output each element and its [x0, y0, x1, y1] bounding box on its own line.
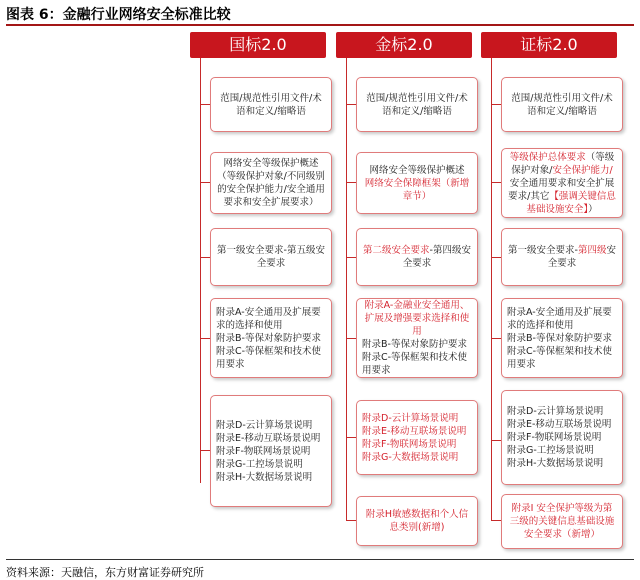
level-four-text: -第四级安全要求 — [402, 245, 471, 269]
header-zhengbiao: 证标2.0 — [481, 32, 617, 58]
guobiao-box-appendix-abc — [210, 298, 332, 378]
appendix-d: 附录D-云计算场景说明 — [507, 406, 604, 417]
zhengbiao-box-appendix-abc — [501, 298, 623, 378]
appendix-a: 附录A-金融业安全通用、扩展及增强要求选择和使用 — [364, 300, 470, 337]
connector — [491, 182, 501, 183]
connector — [491, 257, 501, 258]
capability-text: 安全保护能力/ — [552, 164, 613, 176]
connector — [346, 437, 356, 438]
jinbiao-box-scope — [356, 77, 478, 132]
connector — [200, 257, 210, 258]
connector — [200, 104, 210, 105]
overall-req-text: 等级保护总体要求 — [509, 151, 586, 163]
appendix-b: 附录B-等保对象防护要求 — [507, 332, 612, 344]
connector — [491, 520, 501, 521]
box-text: 第一级安全要求-第五级安全要求 — [217, 245, 325, 269]
jinbiao-box-levels — [356, 228, 478, 286]
zhengbiao-box-scenarios — [501, 390, 623, 485]
connector — [346, 257, 356, 258]
framework-new-text: 网络安全保障框架（新增章节） — [364, 177, 470, 202]
appendix-f: 附录F-物联网场景说明 — [216, 445, 311, 457]
cii-emphasis-text: 【强调关键信息基础设施安全】 — [526, 190, 616, 215]
appendix-g: 附录G-工控场景说明 — [507, 445, 594, 456]
appendix-d: 附录D-云计算场景说明 — [216, 419, 313, 431]
header-guobiao: 国标2.0 — [190, 32, 326, 58]
appendix-f: 附录F-物联网场景说明 — [362, 438, 457, 450]
top-rule — [6, 24, 634, 26]
spine-zhengbiao — [491, 58, 492, 520]
header-jinbiao: 金标2.0 — [336, 32, 472, 58]
spine-jinbiao — [346, 58, 347, 520]
appendix-d: 附录D-云计算场景说明 — [362, 412, 459, 424]
guobiao-box-scenarios — [210, 395, 332, 507]
zhengbiao-box-overview — [501, 148, 623, 218]
connector — [346, 104, 356, 105]
close-paren-text: ） — [588, 203, 598, 215]
connector — [200, 450, 210, 451]
level-two-text: 第二级安全要求 — [363, 245, 430, 256]
bottom-rule — [6, 559, 634, 560]
box-text: 网络安全等级保护概述（等级保护对象/不同级别的安全保护能力/安全通用要求和安全扩展要求） — [217, 158, 325, 208]
appendix-e: 附录E-移动互联场景说明 — [507, 419, 612, 430]
appendix-a: 附录A-安全通用及扩展要求的选择和使用 — [216, 306, 321, 331]
appendix-b: 附录B-等保对象防护要求 — [362, 339, 467, 350]
connector — [346, 520, 356, 521]
connector — [346, 182, 356, 183]
jinbiao-box-overview — [356, 152, 478, 214]
protect-object-text: （等级保护对象/ — [511, 151, 615, 176]
appendix-e: 附录E-移动互联场景说明 — [216, 432, 321, 444]
level-one-text: 第一级安全要求- — [508, 245, 578, 256]
jinbiao-box-scenarios — [356, 400, 478, 475]
connector — [491, 104, 501, 105]
zhengbiao-box-levels — [501, 228, 623, 286]
appendix-h: 附录H-大数据场景说明 — [216, 471, 313, 483]
jinbiao-box-appendix-abc — [356, 298, 478, 378]
connector — [491, 440, 501, 441]
appendix-h: 附录H-大数据场景说明 — [507, 458, 604, 469]
appendix-c: 附录C-等保框架和技术使用要求 — [362, 352, 468, 376]
jinbiao-box-sensitive-data — [356, 496, 478, 546]
connector — [200, 182, 210, 183]
box-text: 范围/规范性引用文件/术语和定义/缩略语 — [220, 92, 322, 117]
guobiao-box-scope — [210, 77, 332, 132]
spine-guobiao — [200, 58, 201, 483]
security-req-text: 安全要求 — [547, 245, 616, 269]
zhengbiao-box-cii — [501, 494, 623, 549]
guobiao-box-levels — [210, 228, 332, 286]
appendix-g: 附录G-工控场景说明 — [216, 458, 303, 470]
figure-title: 图表 6：金融行业网络安全标准比较 — [6, 7, 231, 23]
appendix-i: 附录I 安全保护等级为第三级的关键信息基础设施安全要求（新增） — [509, 503, 615, 540]
overview-text: 网络安全等级保护概述 — [369, 164, 465, 176]
appendix-g: 附录G-大数据场景说明 — [362, 451, 459, 463]
connector — [346, 338, 356, 339]
appendix-f: 附录F-物联网场景说明 — [507, 432, 602, 443]
connector — [491, 338, 501, 339]
appendix-a: 附录A-安全通用及扩展要求的选择和使用 — [507, 306, 612, 331]
box-text: 范围/规范性引用文件/术语和定义/缩略语 — [511, 92, 613, 117]
zhengbiao-box-scope — [501, 77, 623, 132]
appendix-b: 附录B-等保对象防护要求 — [216, 332, 321, 344]
appendix-h: 附录H敏感数据和个人信息类别(新增) — [365, 509, 469, 533]
appendix-e: 附录E-移动互联场景说明 — [362, 425, 467, 437]
guobiao-box-overview — [210, 152, 332, 214]
appendix-c: 附录C-等保框架和技术使用要求 — [216, 345, 322, 370]
general-req-text: 安全通用要求和安全扩展要求/其它 — [508, 177, 615, 202]
box-text: 范围/规范性引用文件/术语和定义/缩略语 — [366, 92, 468, 117]
source-note: 资料来源：天融信，东方财富证券研究所 — [6, 566, 204, 579]
connector — [200, 338, 210, 339]
level-four-text: 第四级 — [577, 245, 607, 256]
appendix-c: 附录C-等保框架和技术使用要求 — [507, 345, 613, 370]
